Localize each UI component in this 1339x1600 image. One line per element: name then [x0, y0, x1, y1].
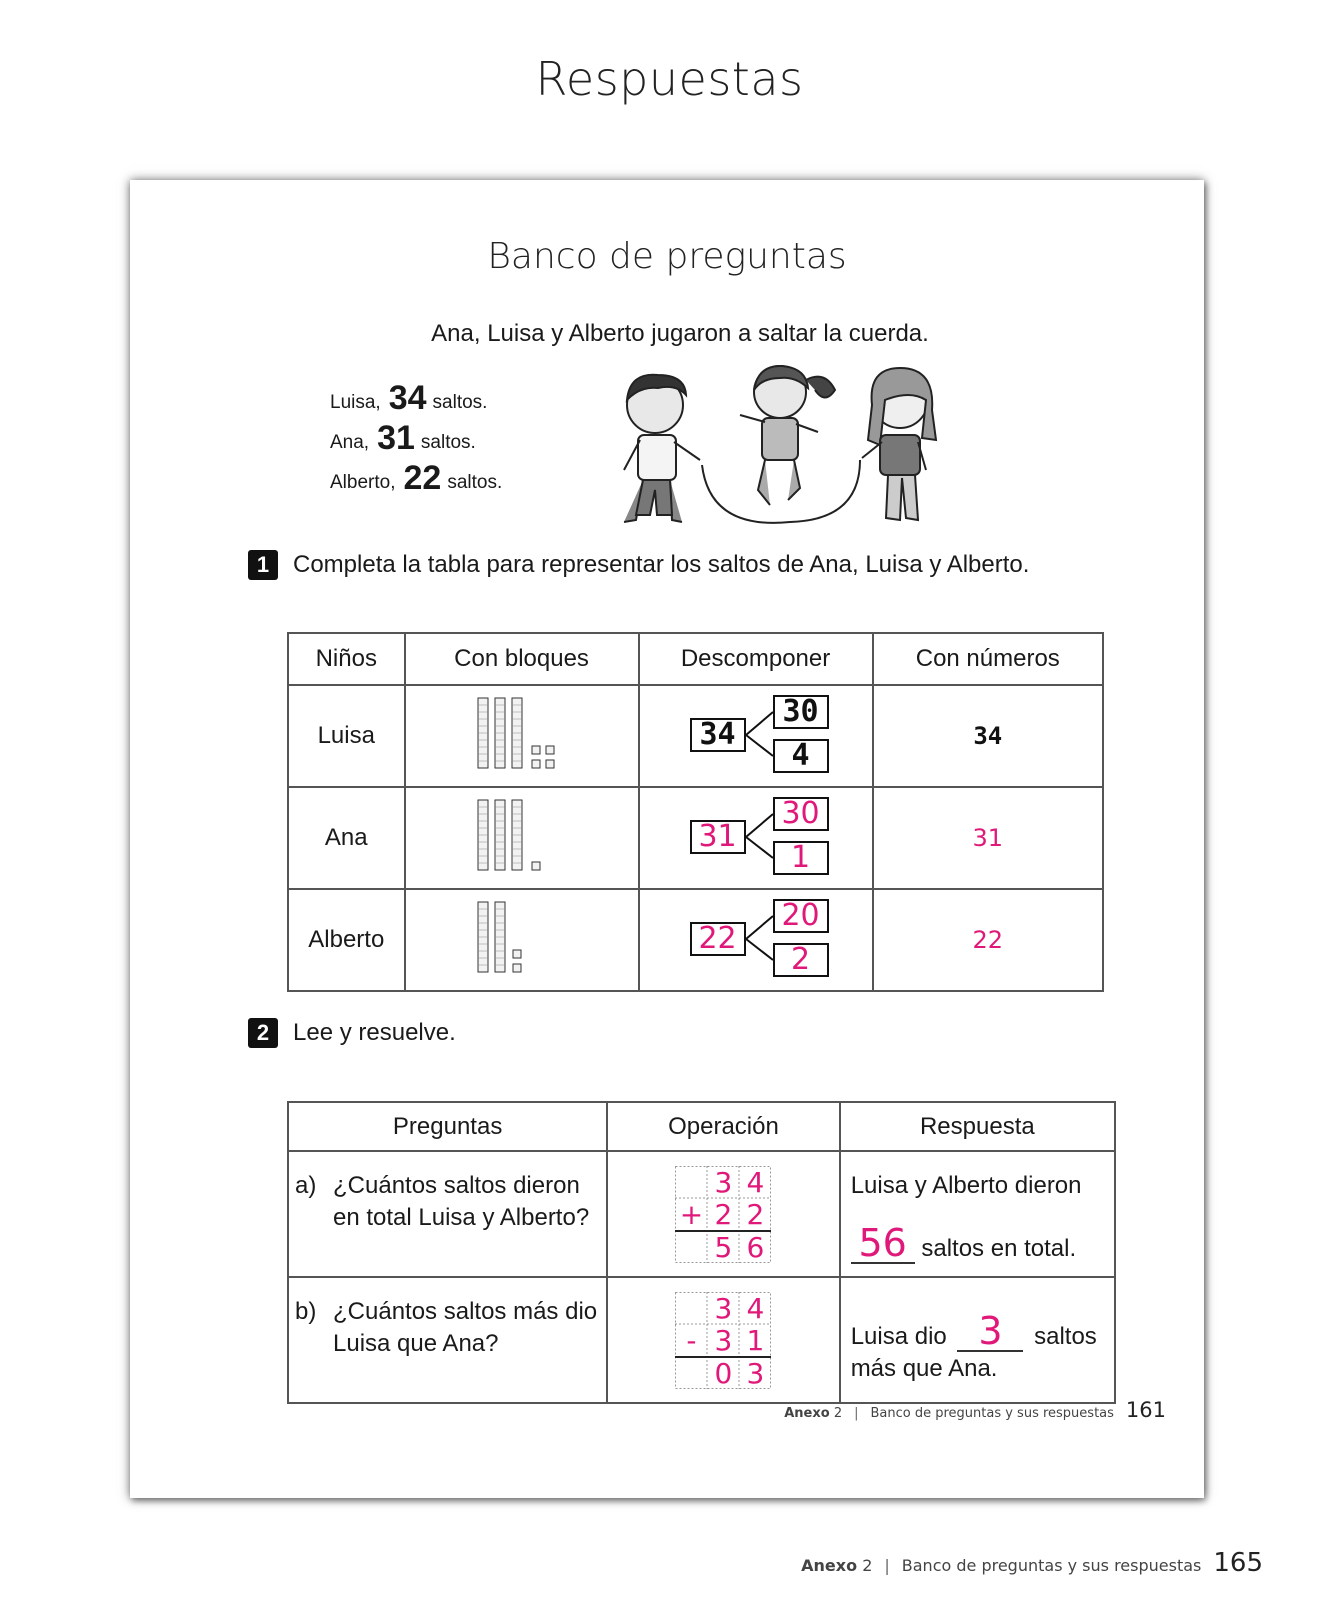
digit: 3 [714, 1165, 733, 1199]
header-bloques: Con bloques [405, 633, 639, 685]
page-title: Respuestas [535, 52, 804, 106]
decomposition [639, 889, 873, 991]
worksheet-card [130, 180, 1204, 1498]
count-value: 34 [388, 379, 427, 417]
number-answer: 31 [873, 787, 1103, 889]
digit: 4 [746, 1291, 765, 1325]
number-answer: 22 [873, 889, 1103, 991]
digit: 3 [714, 1291, 733, 1325]
header-operacion: Operación [607, 1102, 839, 1151]
table-header-row [288, 1102, 1115, 1151]
count-value: 31 [377, 419, 415, 457]
header-numeros: Con números [873, 633, 1103, 685]
table-row [288, 787, 1103, 889]
operator-sign: + [679, 1197, 704, 1231]
decomp-ones: 1 [773, 841, 829, 875]
decomp-total: 31 [690, 820, 746, 854]
answer-cell [840, 1151, 1115, 1277]
base-ten-blocks [405, 787, 639, 889]
question-cell [288, 1277, 607, 1403]
count-alberto: Alberto, 22 saltos. [330, 459, 503, 497]
digit: 6 [746, 1230, 765, 1264]
operation-cell [607, 1151, 839, 1277]
addition-grid [675, 1166, 771, 1263]
digit: 0 [714, 1356, 733, 1390]
representation-table [287, 632, 1104, 992]
child-name: Ana [288, 787, 405, 889]
answer-text: saltos más que Ana. [850, 1323, 1097, 1382]
decomp-total: 34 [690, 718, 746, 752]
blocks-luisa [406, 686, 638, 779]
card-title: Banco de preguntas [487, 236, 847, 277]
decomp-ones: 2 [773, 943, 829, 977]
answer-value: 56 [851, 1224, 915, 1264]
digit: 5 [714, 1230, 733, 1264]
question-number-badge: 2 [248, 1018, 278, 1048]
digit: 3 [714, 1323, 733, 1357]
subtraction-grid [675, 1292, 771, 1389]
base-ten-blocks [405, 889, 639, 991]
answer-value: 3 [957, 1312, 1023, 1352]
question-text: ¿Cuántos saltos dieron en total Luisa y Alberto? [333, 1172, 590, 1231]
decomp-tens: 20 [773, 899, 829, 933]
header-preguntas: Preguntas [288, 1102, 607, 1151]
decomp-ones: 4 [773, 739, 829, 773]
answer-cell [840, 1277, 1115, 1403]
question-2-text: Lee y resuelve. [293, 1019, 456, 1046]
table-header-row [288, 633, 1103, 685]
decomposition [639, 685, 873, 787]
question-1-text: Completa la tabla para representar los saltos de Ana, Luisa y Alberto. [293, 551, 1030, 578]
page-footer: Anexo 2 | Banco de preguntas y sus respuestas 165 [801, 1548, 1263, 1578]
base-ten-blocks [405, 685, 639, 787]
table-row [288, 1151, 1115, 1277]
header-respuesta: Respuesta [840, 1102, 1115, 1151]
digit: 3 [746, 1356, 765, 1390]
question-1-heading [248, 550, 1029, 580]
answer-text: Luisa dio [850, 1323, 947, 1350]
question-number-badge: 1 [248, 550, 278, 580]
table-row [288, 685, 1103, 787]
card-footer: Anexo 2 | Banco de preguntas y sus respuestas 161 [784, 1398, 1166, 1422]
digit: 4 [746, 1165, 765, 1199]
card-page-number: 161 [1125, 1398, 1166, 1422]
question-text: ¿Cuántos saltos más dio Luisa que Ana? [333, 1298, 598, 1357]
jump-rope-illustration [610, 360, 970, 525]
answer-text: Luisa y Alberto dieron [850, 1172, 1082, 1199]
question-cell [288, 1151, 607, 1277]
question-label: a) [295, 1172, 317, 1199]
question-label: b) [295, 1298, 317, 1325]
count-ana: Ana, 31 saltos. [330, 419, 476, 457]
child-name: Alberto [288, 889, 405, 991]
table-row [288, 889, 1103, 991]
decomp-tens: 30 [773, 797, 829, 831]
blocks-ana [406, 788, 638, 881]
digit: 2 [746, 1197, 765, 1231]
operation-cell [607, 1277, 839, 1403]
table-row [288, 1277, 1115, 1403]
digit: 1 [746, 1323, 765, 1357]
page-number: 165 [1213, 1548, 1263, 1578]
count-value: 22 [403, 459, 442, 497]
problems-table [287, 1101, 1116, 1404]
operator-sign: - [686, 1323, 697, 1357]
jump-counts [330, 372, 590, 497]
header-descomponer: Descomponer [639, 633, 873, 685]
number-answer: 34 [873, 685, 1103, 787]
answer-text: saltos en total. [921, 1235, 1077, 1262]
decomp-total: 22 [690, 922, 746, 956]
decomp-tens: 30 [773, 695, 829, 729]
decomposition [639, 787, 873, 889]
blocks-alberto [406, 890, 638, 983]
child-name: Luisa [288, 685, 405, 787]
question-2-heading [248, 1018, 456, 1048]
digit: 2 [714, 1197, 733, 1231]
intro-text: Ana, Luisa y Alberto jugaron a saltar la cuerda. [431, 320, 929, 347]
header-ninos: Niños [288, 633, 405, 685]
count-luisa: Luisa, 34 saltos. [330, 379, 488, 417]
